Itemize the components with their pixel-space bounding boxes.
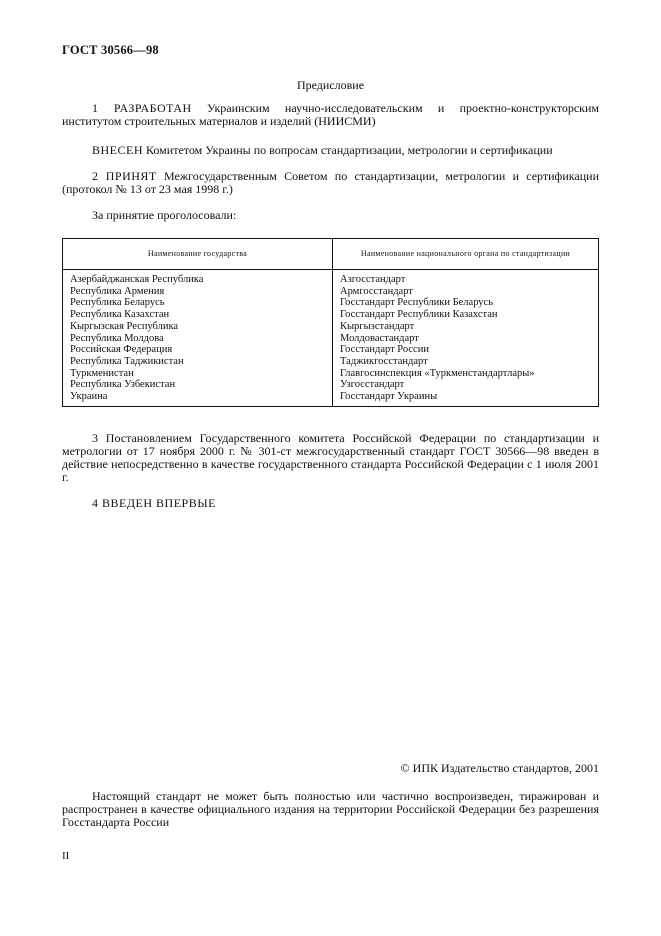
section-2-label: ПРИНЯТ (105, 169, 157, 183)
section-1-developed (62, 102, 599, 128)
section-2-adopted (62, 170, 599, 196)
section-1-introduced (62, 144, 599, 157)
copyright-notice: © ИПК Издательство стандартов, 2001 (400, 761, 599, 775)
table-cell-body: Главгосинспекция «Туркменстандартлары» (340, 367, 535, 379)
table-cell-state: Республика Беларусь (70, 297, 165, 309)
table-cell-state: Республика Узбекистан (70, 379, 176, 391)
table-cell-body: Таджикгосстандарт (340, 355, 428, 367)
table-cell-state: Туркменистан (70, 367, 134, 379)
table-cell-body: Азгосстандарт (340, 274, 406, 285)
table-cell-state: Российская Федерация (70, 344, 173, 356)
section-4-first-introduced: 4 ВВЕДЕН ВПЕРВЫЕ (92, 496, 216, 510)
section-2-text: Межгосударственным Советом по стандартизации, метрологии и сертификации (протокол № 13 от 23 мая 1998 г.) (62, 169, 599, 196)
table-cell-body: Госстандарт России (340, 344, 429, 356)
table-cell-state: Республика Казахстан (70, 309, 170, 321)
standard-code: ГОСТ 30566—98 (62, 43, 159, 57)
states-column (63, 270, 333, 407)
reproduction-notice: Настоящий стандарт не может быть полностью или частично воспроизведен, тиражирован и распространен в качестве официального издания на территории Российской Федерации без разрешения Госстандарта России (62, 789, 599, 829)
section-1b-text: Комитетом Украины по вопросам стандартизации, метрологии и сертификации (143, 143, 553, 157)
table-cell-state: Азербайджанская Республика (70, 274, 204, 285)
section-1-number: 1 (92, 101, 99, 115)
table-cell-body: Узгосстандарт (340, 379, 405, 391)
table-header-state: Наименование государства (63, 239, 333, 270)
voted-label: За принятие проголосовали: (92, 208, 237, 222)
page-number: II (62, 850, 70, 862)
table-header-body: Наименование национального органа по стандартизации (333, 239, 599, 270)
table-cell-body: Молдовастандарт (340, 332, 419, 344)
section-1b-label: ВНЕСЕН (92, 143, 143, 157)
table-cell-body: Кыргызстандарт (340, 320, 415, 332)
table-cell-body: Госстандарт Республики Казахстан (340, 309, 498, 321)
voting-table (62, 238, 599, 407)
section-3-resolution: 3 Постановлением Государственного комитета Российской Федерации по стандартизации и метрологии от 17 ноября 2000 г. № 301-ст межгосударственный стандарт ГОСТ 30566—98 введен в действие непосредственно в качестве государственного стандарта Российской Федерации с 1 июля 2001 г. (62, 431, 599, 484)
page-title: Предисловие (296, 78, 365, 92)
table-cell-body: Армгосстандарт (340, 285, 413, 297)
section-1-text: Украинским научно-исследовательским и проектно-конструкторским институтом строительных материалов и изделий (НИИСМИ) (62, 101, 599, 128)
section-2-number: 2 (92, 169, 99, 183)
table-cell-body: Госстандарт Республики Беларусь (340, 297, 494, 309)
standards-bodies-column (333, 270, 599, 407)
table-cell-state: Республика Молдова (70, 332, 164, 344)
table-cell-body: Госстандарт Украины (340, 391, 438, 403)
table-cell-state: Республика Армения (70, 285, 165, 297)
section-1-label: РАЗРАБОТАН (113, 101, 192, 115)
table-cell-state: Республика Таджикистан (70, 355, 184, 367)
table-cell-state: Украина (70, 391, 108, 403)
table-cell-state: Кыргызская Республика (70, 320, 179, 332)
